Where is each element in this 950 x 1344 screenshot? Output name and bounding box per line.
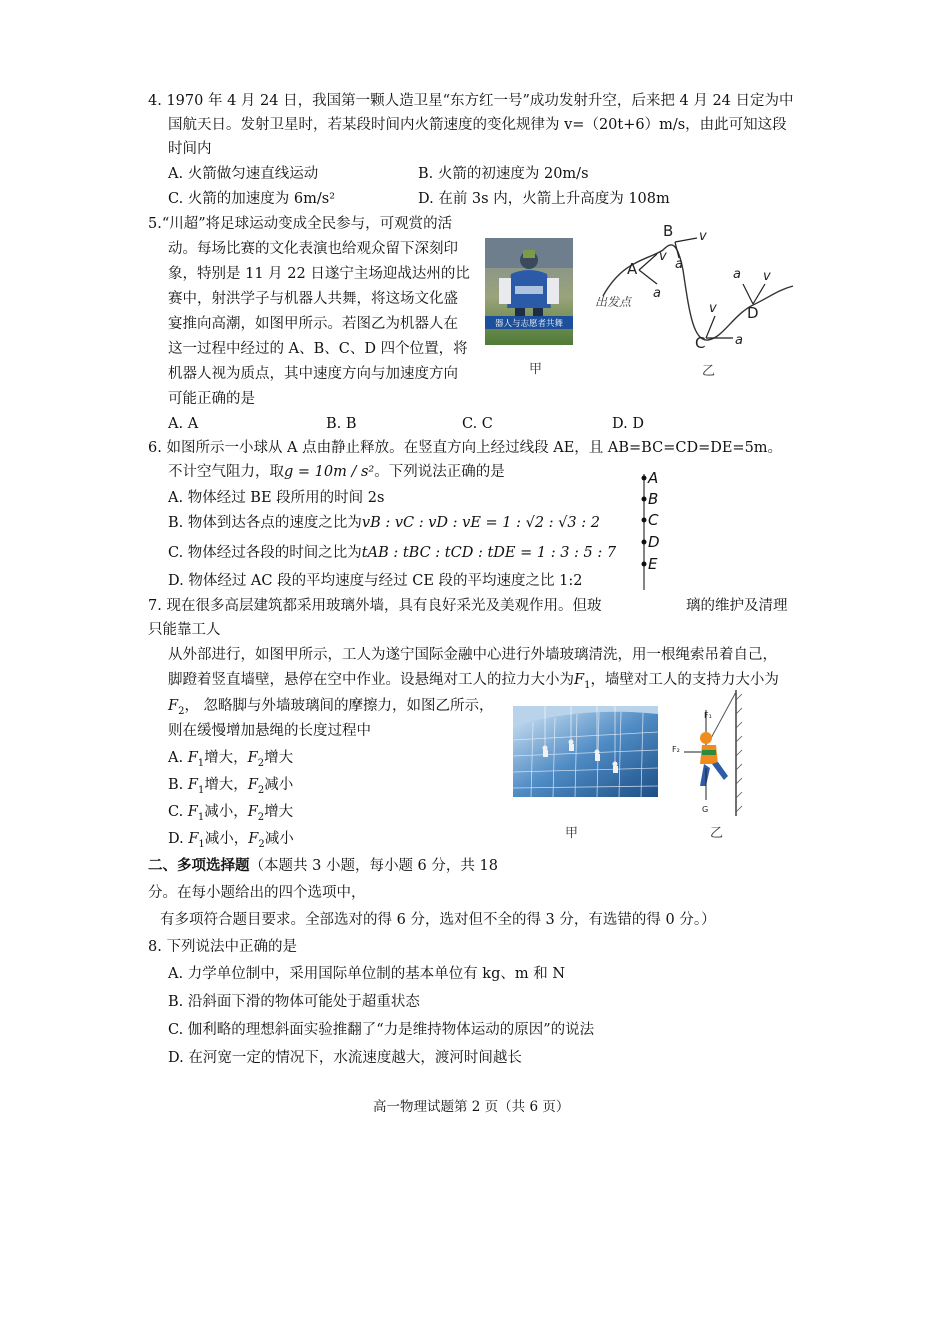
q5-option-d: D. D [612,416,644,432]
q8-option-a: A. 力学单位制中，采用国际单位制的基本单位有 kg、m 和 N [168,966,566,982]
q7-figure-label-yi: 乙 [710,826,724,841]
q7-option-b: B. $F_1$增大，$F_2$减小 [168,777,294,796]
section2-line3: 有多项符合题目要求。全部选对的得 6 分，选对但不全的得 3 分，有选错的得 0 分。） [160,912,716,928]
q6-option-a: A. 物体经过 BE 段所用的时间 2s [168,490,385,506]
worker-force-diagram [666,690,746,816]
q5-stem-line4: 赛中，射洪学子与机器人共舞，将这场文化盛 [168,291,458,307]
q5-stem-line3: 象，特别是 11 月 22 日遂宁主场迎战达州的比 [168,266,470,282]
point-a-velocity: v [659,249,667,264]
q7-stem-line5: $F_2$， 忽略脚与外墙玻璃间的摩擦力，如图乙所示， [168,698,494,717]
robot-dance-photo [485,238,573,345]
q4-option-b: B. 火箭的初速度为 20m/s [418,166,589,182]
fall-point-d: D [648,533,660,551]
q5-stem-line2: 动。每场比赛的文化表演也给观众留下深刻印 [168,241,458,257]
force-g-label: G [702,805,709,814]
trajectory-diagram [593,220,805,380]
q7-stem-line6: 则在缓慢增加悬绳的长度过程中 [168,723,371,739]
start-point-label: 出发点 [595,295,632,309]
q5-stem-line8: 可能正确的是 [168,391,255,407]
q5-option-b: B. B [326,416,357,432]
q6-stem-line1: 6. 如图所示一小球从 A 点由静止释放。在竖直方向上经过线段 AE，且 AB=BC=CD=DE=5m。 [148,440,783,456]
q8-stem: 8. 下列说法中正确的是 [148,939,297,955]
q7-option-c: C. $F_1$减小，$F_2$增大 [168,804,294,823]
point-d-label: D [747,304,759,322]
point-c-accel: a [735,333,743,348]
q6-option-b: B. 物体到达各点的速度之比为vB : vC : vD : vE = 1 : √2 : √3 : 2 [168,515,600,531]
fall-point-a: A [648,469,659,487]
q6-stem-line2: 不计空气阻力，取g = 10m / s²。下列说法正确的是 [168,464,505,480]
velocity-ratio-formula: vB : vC : vD : vE = 1 : √2 : √3 : 2 [361,515,600,531]
section2-heading: 二、多项选择题（本题共 3 小题，每小题 6 分，共 18 [148,857,498,874]
q5-stem-line6: 这一过程中经过的 A、B、C、D 四个位置，将 [168,341,468,357]
q4-option-a: A. 火箭做匀速直线运动 [168,166,319,182]
q8-option-c: C. 伽利略的理想斜面实验推翻了“力是维持物体运动的原因”的说法 [168,1022,595,1038]
glass-building-photo [513,706,658,797]
q8-option-b: B. 沿斜面下滑的物体可能处于超重状态 [168,994,420,1010]
q5-stem-line1: 5.“川超”将足球运动变成全民参与，可观赏的活 [148,216,453,232]
fall-point-b: B [648,490,659,508]
point-b-label: B [663,222,674,240]
q5-stem-line7: 机器人视为质点，其中速度方向与加速度方向 [168,366,458,382]
q5-option-a: A. A [168,416,199,432]
force-f1-label: F₁ [704,711,712,720]
q6-option-c: C. 物体经过各段的时间之比为tAB : tBC : tCD : tDE = 1 : 3 : 5 : 7 [168,545,617,561]
page-footer: 高一物理试题第 2 页（共 6 页） [373,1099,570,1115]
q7-stem-line1a: 7. 现在很多高层建筑都采用玻璃外墙，具有良好采光及美观作用。但玻 [148,598,602,614]
falling-ball-diagram [636,468,676,592]
section2-line2: 分。在每小题给出的四个选项中， [148,885,366,901]
point-d-accel: a [733,267,741,282]
point-c-velocity: v [709,301,717,316]
point-a-accel: a [653,286,661,301]
point-a-label: A [627,260,638,278]
q7-option-d: D. $F_1$减小，$F_2$减小 [168,831,294,850]
q7-stem-line4: 脚蹬着竖直墙壁，悬停在空中作业。设悬绳对工人的拉力大小为$F_1$，墙壁对工人的支持力大小为 [168,672,779,691]
q5-stem-line5: 宴推向高潮，如图甲所示。若图乙为机器人在 [168,316,458,332]
q4-stem-line3: 时间内 [168,141,212,157]
q7-stem-line1b: 璃的维护及清理 [686,598,788,614]
q5-option-c: C. C [462,416,493,432]
q7-option-a: A. $F_1$增大，$F_2$增大 [168,750,294,769]
q8-option-d: D. 在河宽一定的情况下，水流速度越大，渡河时间越长 [168,1050,522,1066]
q5-figure-label-yi: 乙 [702,364,716,379]
q4-option-d: D. 在前 3s 内，火箭上升高度为 108m [418,191,670,207]
point-b-velocity: v [699,229,707,244]
q6-option-d: D. 物体经过 AC 段的平均速度与经过 CE 段的平均速度之比 1:2 [168,573,583,589]
point-d-velocity: v [763,269,771,284]
point-c-label: C [695,334,706,352]
time-ratio-formula: tAB : tBC : tCD : tDE = 1 : 3 : 5 : 7 [361,545,617,561]
q4-stem-line1: 4. 1970 年 4 月 24 日，我国第一颗人造卫星“东方红一号”成功发射升空，后来把 4 月 24 日定为中 [148,93,794,109]
g-formula: g = 10m / s² [284,464,375,480]
force-f2-label: F₂ [672,745,680,754]
q4-stem-line2: 国航天日。发射卫星时，若某段时间内火箭速度的变化规律为 v=（20t+6）m/s，由此可知这段 [168,117,787,133]
fall-point-e: E [648,555,658,573]
q5-figure-label-jia: 甲 [529,362,543,377]
q7-stem-line3: 从外部进行，如图甲所示，工人为遂宁国际金融中心进行外墙玻璃清洗，用一根绳索吊着自己， [168,647,777,663]
q4-option-c: C. 火箭的加速度为 6m/s² [168,191,336,207]
photo-caption-text: 器人与志愿者共舞 [494,319,564,329]
fall-point-c: C [648,511,659,529]
point-b-accel: a [675,257,683,272]
q7-figure-label-jia: 甲 [565,826,579,841]
q7-stem-line2: 只能靠工人 [148,622,221,638]
